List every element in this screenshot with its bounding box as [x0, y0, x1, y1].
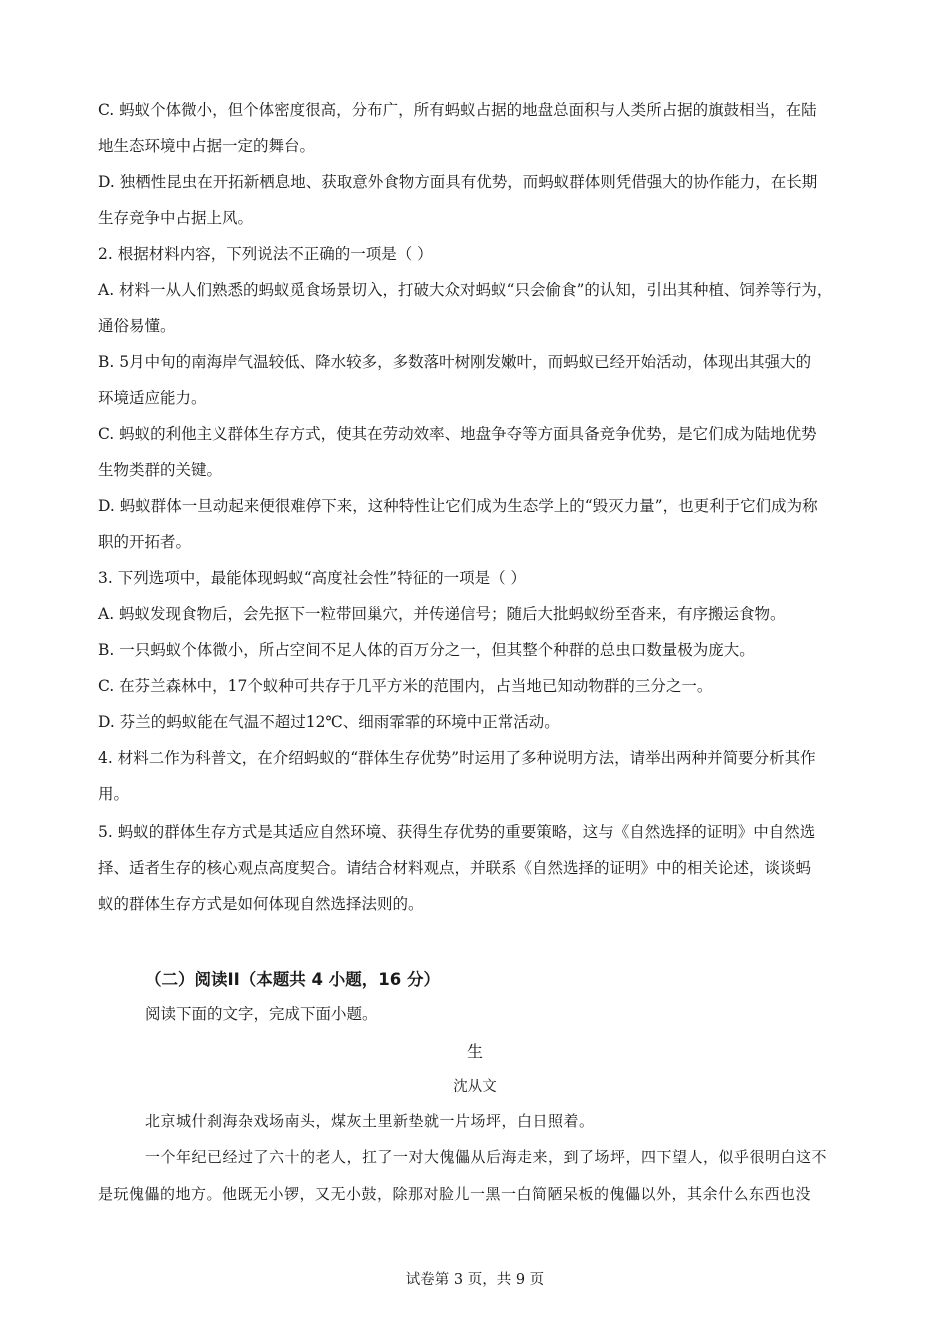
q1-options-continued	[98, 92, 854, 236]
q2-option-a-line2: 通俗易懂。	[98, 317, 176, 335]
q3-stem: 3. 下列选项中，最能体现蚂蚁“高度社会性”特征的一项是（ ）	[98, 569, 526, 587]
q4-line1: 4. 材料二作为科普文，在介绍蚂蚁的“群体生存优势”时运用了多种说明方法，请举出两种并简要分析其作	[98, 749, 816, 767]
q3-option-c: C. 在芬兰森林中，17个蚁种可共存于几平方米的范围内，占当地已知动物群的三分之一。	[98, 677, 713, 695]
q1-option-c-line1: C. 蚂蚁个体微小，但个体密度很高，分布广，所有蚂蚁占据的地盘总面积与人类所占据的旗鼓相当，在陆	[98, 101, 817, 119]
q1-option-d-line2: 生存竞争中占据上风。	[98, 209, 254, 227]
q3-option-d: D. 芬兰的蚂蚁能在气温不超过12℃、细雨霏霏的环境中正常活动。	[98, 713, 560, 731]
q2-option-c-line1: C. 蚂蚁的利他主义群体生存方式，使其在劳动效率、地盘争夺等方面具备竞争优势，是它们成为陆地优势	[98, 425, 817, 443]
section-2-instruction: 阅读下面的文字，完成下面小题。	[145, 1005, 378, 1023]
q5-line3: 蚁的群体生存方式是如何体现自然选择法则的。	[98, 895, 424, 913]
story-title: 生	[466, 1042, 483, 1061]
story-paragraph-1: 北京城什刹海杂戏场南头，煤灰土里新垫就一片场坪，白日照着。	[145, 1112, 595, 1130]
question-5	[98, 814, 854, 922]
section-2-heading: （二）阅读II（本题共 4 小题，16 分）	[145, 970, 440, 989]
q2-option-d-line1: D. 蚂蚁群体一旦动起来便很难停下来，这种特性让它们成为生态学上的“毁灭力量”，也更利于它们成为称	[98, 497, 818, 515]
q2-stem: 2. 根据材料内容，下列说法不正确的一项是（ ）	[98, 245, 433, 263]
q5-line1: 5. 蚂蚁的群体生存方式是其适应自然环境、获得生存优势的重要策略，这与《自然选择的证明》中自然选	[98, 823, 816, 841]
page-footer: 试卷第 3 页，共 9 页	[405, 1272, 545, 1288]
q1-option-c-line2: 地生态环境中占据一定的舞台。	[98, 137, 316, 155]
q3-option-b: B. 一只蚂蚁个体微小，所占空间不足人体的百万分之一，但其整个种群的总虫口数量极为庞大。	[98, 641, 755, 659]
question-3	[98, 560, 854, 740]
q2-option-a-line1: A. 材料一从人们熟悉的蚂蚁觅食场景切入，打破大众对蚂蚁“只会偷食”的认知，引出其种植、饲养等行为，	[98, 281, 833, 299]
q5-line2: 择、适者生存的核心观点高度契合。请结合材料观点，并联系《自然选择的证明》中的相关论述，谈谈蚂	[98, 859, 812, 877]
q1-option-d-line1: D. 独栖性昆虫在开拓新栖息地、获取意外食物方面具有优势，而蚂蚁群体则凭借强大的协作能力，在长期	[98, 173, 818, 191]
story-paragraph-2-line1: 一个年纪已经过了六十的老人，扛了一对大傀儡从后海走来，到了场坪，四下望人，似乎很明白这不	[145, 1148, 828, 1166]
q4-line2: 用。	[98, 785, 130, 803]
q2-option-c-line2: 生物类群的关键。	[98, 461, 223, 479]
question-2	[98, 236, 854, 560]
story-paragraph-2-line2: 是玩傀儡的地方。他既无小锣，又无小鼓，除那对脸儿一黑一白简陋呆板的傀儡以外，其余什么东西也没	[98, 1185, 812, 1203]
question-4	[98, 740, 854, 812]
q2-option-d-line2: 职的开拓者。	[98, 533, 192, 551]
q2-option-b-line2: 环境适应能力。	[98, 389, 207, 407]
q3-option-a: A. 蚂蚁发现食物后，会先抠下一粒带回巢穴，并传递信号；随后大批蚂蚁纷至沓来，有序搬运食物。	[98, 605, 786, 623]
q2-option-b-line1: B. 5月中旬的南海岸气温较低、降水较多，多数落叶树刚发嫩叶，而蚂蚁已经开始活动，体现出其强大的	[98, 353, 812, 371]
story-author: 沈从文	[453, 1079, 497, 1095]
